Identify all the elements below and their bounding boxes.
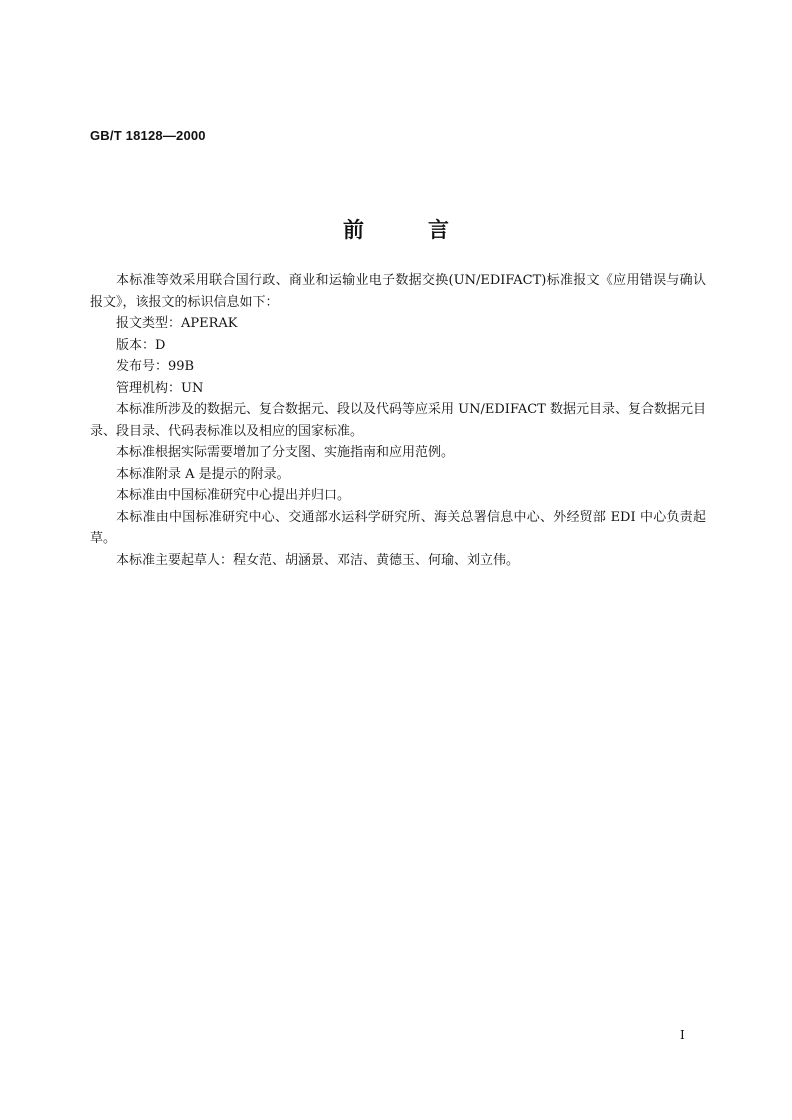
paragraph-drafters: 本标准主要起草人：程女范、胡涵景、邓洁、黄德玉、何瑜、刘立伟。	[116, 552, 520, 568]
paragraph-directories: 本标准所涉及的数据元、复合数据元、段以及代码等应采用 UN/EDIFACT 数据元目录、复合数据元目录、段目录、代码表标准以及相应的国家标准。	[90, 402, 706, 439]
paragraph-message-type: 报文类型：APERAK	[116, 316, 238, 331]
paragraph-agency: 管理机构：UN	[116, 380, 204, 396]
paragraph-additions: 本标准根据实际需要增加了分支图、实施指南和应用范例。	[116, 445, 455, 460]
paragraph-drafters-org: 本标准由中国标准研究中心、交通部水运科学研究所、海关总署信息中心、外经贸部 EDI 中心负责起草。	[90, 509, 706, 546]
paragraph-appendix: 本标准附录 A 是提示的附录。	[116, 466, 290, 482]
page-number: I	[680, 1028, 685, 1042]
paragraph-version: 版本：D	[116, 337, 166, 353]
standard-code: GB/T 18128—2000	[90, 128, 206, 143]
foreword-body	[90, 270, 706, 571]
page-title: 前言	[343, 217, 513, 242]
paragraph-proposer: 本标准由中国标准研究中心提出并归口。	[116, 488, 351, 503]
paragraph-intro: 本标准等效采用联合国行政、商业和运输业电子数据交换(UN/EDIFACT)标准报文《应用错误与确认报文》，该报文的标识信息如下：	[90, 273, 706, 310]
paragraph-release: 发布号：99B	[116, 359, 195, 374]
